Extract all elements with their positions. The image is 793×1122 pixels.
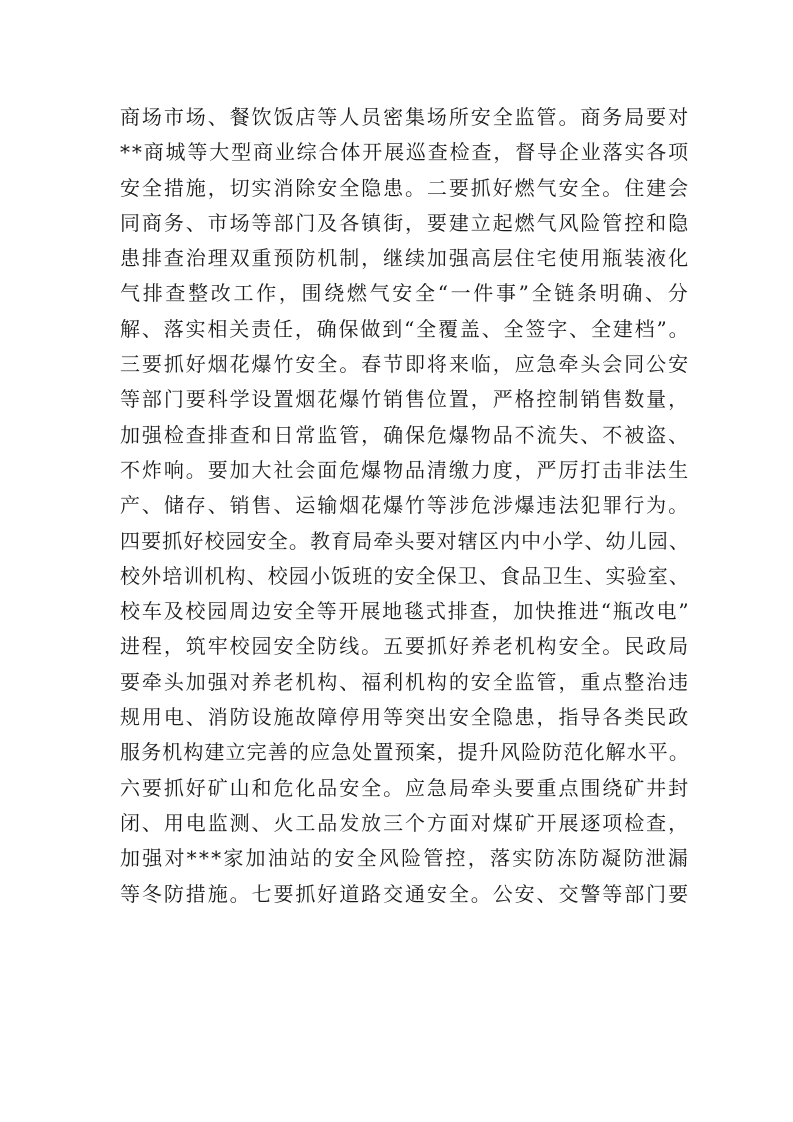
text-line: 校外培训机构、校园小饭班的安全保卫、食品卫生、实验室、 [120, 563, 690, 588]
text-line: 服务机构建立完善的应急处置预案，提升风险防范化解水平。 [120, 740, 690, 765]
text-line: **商城等大型商业综合体开展巡查检查，督导企业落实各项 [120, 140, 691, 165]
text-line: 气排查整改工作，围绕燃气安全“一件事”全链条明确、分 [120, 281, 691, 306]
text-line: 商场市场、餐饮饭店等人员密集场所安全监管。商务局要对 [120, 105, 690, 129]
text-line: 等部门要科学设置烟花爆竹销售位置，严格控制销售数量， [120, 387, 690, 412]
text-line: 校车及校园周边安全等开展地毯式排查，加快推进“瓶改电” [120, 599, 691, 624]
text-line: 闭、用电监测、火工品发放三个方面对煤矿开展逐项检查， [120, 810, 690, 835]
text-line: 患排查治理双重预防机制，继续加强高层住宅使用瓶装液化 [120, 246, 690, 271]
text-line: 同商务、市场等部门及各镇街，要建立起燃气风险管控和隐 [120, 210, 690, 235]
text-line: 不炸响。要加大社会面危爆物品清缴力度，严厉打击非法生 [120, 457, 690, 482]
text-line: 进程，筑牢校园安全防线。五要抓好养老机构安全。民政局 [120, 634, 690, 659]
text-line: 四要抓好校园安全。教育局牵头要对辖区内中小学、幼儿园、 [120, 528, 690, 553]
text-line: 等冬防措施。七要抓好道路交通安全。公安、交警等部门要 [120, 881, 690, 906]
text-line: 规用电、消防设施故障停用等突出安全隐患，指导各类民政 [120, 705, 690, 730]
text-line: 六要抓好矿山和危化品安全。应急局牵头要重点围绕矿井封 [120, 775, 690, 800]
text-line: 安全措施，切实消除安全隐患。二要抓好燃气安全。住建会 [120, 175, 690, 200]
text-line: 加强检查排查和日常监管，确保危爆物品不流失、不被盗、 [120, 422, 690, 447]
body-text [120, 100, 690, 912]
text-line: 产、储存、销售、运输烟花爆竹等涉危涉爆违法犯罪行为。 [120, 493, 690, 518]
text-line: 加强对***家加油站的安全风险管控，落实防冻防凝防泄漏 [120, 846, 690, 871]
text-line: 三要抓好烟花爆竹安全。春节即将来临，应急牵头会同公安 [120, 352, 690, 377]
text-line: 解、落实相关责任，确保做到“全覆盖、全签字、全建档”。 [120, 316, 691, 341]
text-line: 要牵头加强对养老机构、福利机构的安全监管，重点整治违 [120, 669, 690, 694]
